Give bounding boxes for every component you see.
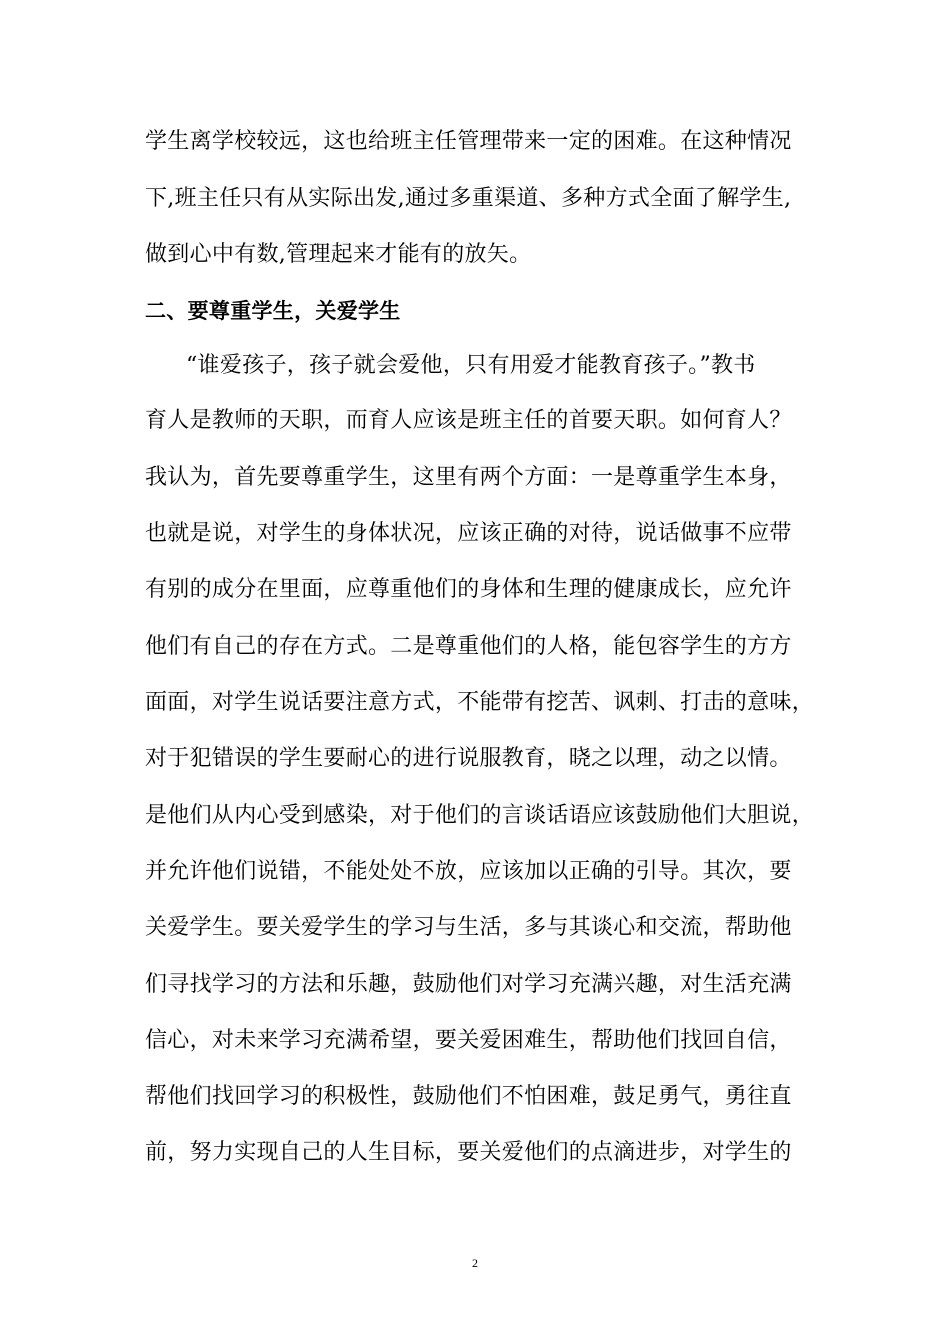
body-text-line: 并允许他们说错，不能处处不放，应该加以正确的引导。其次，要 (145, 859, 792, 884)
body-text-line: 他们有自己的存在方式。二是尊重他们的人格，能包容学生的方方 (145, 634, 792, 659)
body-text-line: 做到心中有数,管理起来才能有的放矢。 (145, 242, 532, 267)
body-text-line: 学生离学校较远，这也给班主任管理带来一定的困难。在这种情况 (145, 129, 792, 154)
body-text-line: 对于犯错误的学生要耐心的进行说服教育，晓之以理，动之以情。 (145, 746, 792, 771)
body-text-line: “谁爱孩子，孩子就会爱他，只有用爱才能教育孩子。”教书 (186, 353, 756, 378)
body-text-line: 也就是说，对学生的身体状况，应该正确的对待，说话做事不应带 (145, 521, 792, 546)
body-text-line: 前，努力实现自己的人生目标，要关爱他们的点滴进步，对学生的 (145, 1140, 792, 1165)
section-heading: 二、要尊重学生，关爱学生 (145, 299, 401, 323)
body-text-line: 面面，对学生说话要注意方式，不能带有挖苦、讽刺、打击的意味， (145, 690, 815, 715)
body-text-line: 关爱学生。要关爱学生的学习与生活，多与其谈心和交流，帮助他 (145, 915, 792, 940)
body-text-line: 们寻找学习的方法和乐趣，鼓励他们对学习充满兴趣，对生活充满 (145, 972, 792, 997)
body-text-line: 育人是教师的天职，而育人应该是班主任的首要天职。如何育人？ (145, 408, 792, 433)
body-text-line: 我认为，首先要尊重学生，这里有两个方面：一是尊重学生本身， (145, 465, 792, 490)
body-text-line: 下,班主任只有从实际出发,通过多重渠道、多种方式全面了解学生, (145, 186, 792, 211)
page-number: 2 (472, 1256, 478, 1270)
body-text-line: 帮他们找回学习的积极性，鼓励他们不怕困难，鼓足勇气，勇往直 (145, 1084, 792, 1109)
body-text-line: 有别的成分在里面，应尊重他们的身体和生理的健康成长，应允许 (145, 577, 792, 602)
body-text-line: 信心，对未来学习充满希望，要关爱困难生，帮助他们找回自信， (145, 1028, 792, 1053)
body-text-line: 是他们从内心受到感染，对于他们的言谈话语应该鼓励他们大胆说， (145, 803, 815, 828)
